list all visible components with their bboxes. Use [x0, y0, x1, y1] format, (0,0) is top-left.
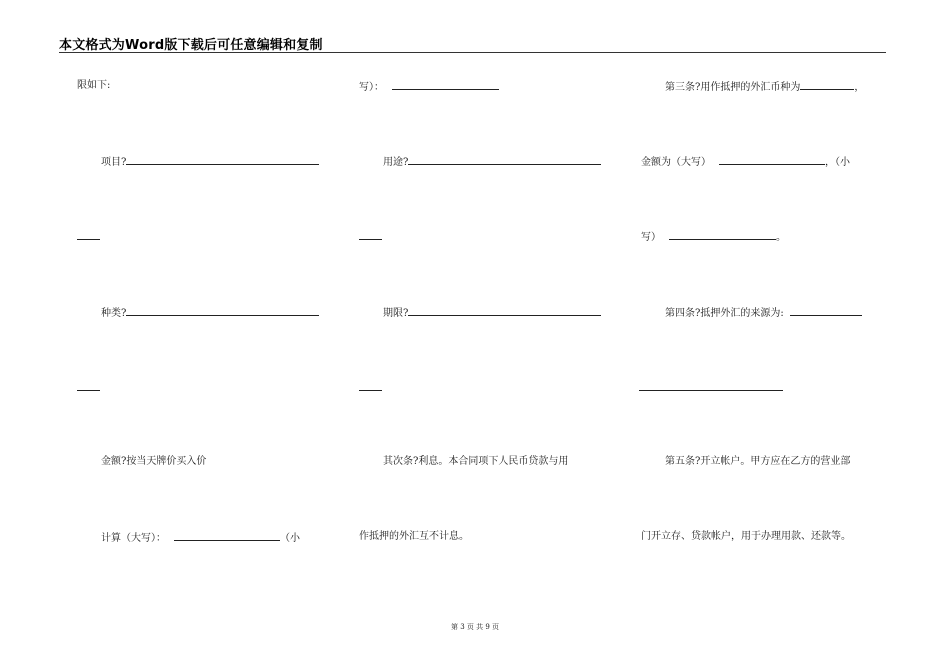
left-line-category-cont	[77, 380, 100, 395]
page-number: 第 3 页 共 9 页	[450, 623, 500, 631]
mid-line-term	[383, 305, 601, 320]
left-line-calculation	[101, 530, 300, 545]
mid-interest-text: 其次条?利息。本合同项下人民币贷款与用	[383, 456, 569, 467]
project-blank	[126, 154, 319, 165]
right-line-lowercase	[641, 229, 786, 244]
purpose-blank	[408, 154, 601, 165]
left-line-category	[101, 305, 319, 320]
mid-line-purpose-cont	[359, 229, 382, 244]
term-blank-cont	[359, 380, 382, 391]
left-amount-text: 金额?按当天牌价买入价	[101, 456, 207, 467]
right-amount-suffix: ，（小	[825, 157, 850, 168]
category-blank-cont	[77, 380, 100, 391]
category-blank	[126, 305, 319, 316]
right-article5-text: 第五条?开立帐户。甲方应在乙方的营业部	[665, 456, 851, 467]
left-category-label: 种类?	[101, 308, 127, 319]
collateral-amount-lowercase-blank	[669, 229, 776, 240]
term-blank	[408, 305, 601, 316]
right-article5-cont-text: 门开立存、贷款帐户，用于办理用款、还款等。	[641, 531, 851, 542]
right-article3-comma: ，	[854, 82, 865, 93]
collateral-amount-uppercase-blank	[719, 154, 825, 165]
project-blank-cont	[77, 229, 100, 240]
right-line-article4	[665, 305, 862, 320]
left-line-project	[101, 154, 319, 169]
mid-line-write	[359, 79, 499, 94]
amount-uppercase-blank	[174, 530, 280, 541]
mid-line-term-cont	[359, 380, 382, 395]
left-calculation-label: 计算（大写）：	[101, 533, 166, 544]
left-project-label: 项目?	[101, 157, 127, 168]
right-line-article4-cont	[639, 380, 783, 395]
left-calculation-suffix: （小	[280, 533, 300, 544]
document-header-title: 本文格式为Word版下载后可任意编辑和复制	[59, 38, 323, 53]
mid-line-interest	[383, 455, 568, 468]
mid-interest-cont-text: 作抵押的外汇互不计息。	[359, 531, 469, 542]
left-line-project-cont	[77, 229, 100, 244]
purpose-blank-cont	[359, 229, 382, 240]
right-article3-text: 第三条?用作抵押的外汇币种为	[665, 82, 801, 93]
right-line-article3	[665, 79, 864, 94]
right-line-amount	[641, 154, 850, 169]
source-blank-cont	[639, 380, 783, 391]
source-blank	[790, 305, 862, 316]
right-line-article5-cont	[641, 530, 851, 543]
right-lowercase-label: 写）	[641, 232, 661, 243]
left-deadline-text: 限如下:	[77, 80, 111, 91]
left-line-amount	[101, 455, 206, 468]
right-lowercase-period: 。	[776, 232, 786, 243]
amount-lowercase-blank	[392, 79, 499, 90]
mid-line-interest-cont	[359, 530, 469, 543]
right-line-article5	[665, 455, 850, 468]
mid-term-label: 期限?	[383, 308, 409, 319]
currency-blank	[800, 79, 854, 90]
mid-purpose-label: 用途?	[383, 157, 409, 168]
left-line-deadline	[77, 79, 110, 92]
right-article4-text: 第四条?抵押外汇的来源为:	[665, 308, 784, 319]
header-divider	[59, 52, 886, 53]
mid-line-purpose	[383, 154, 601, 169]
right-amount-label: 金额为（大写）	[641, 157, 711, 168]
mid-write-label: 写）：	[359, 82, 384, 93]
